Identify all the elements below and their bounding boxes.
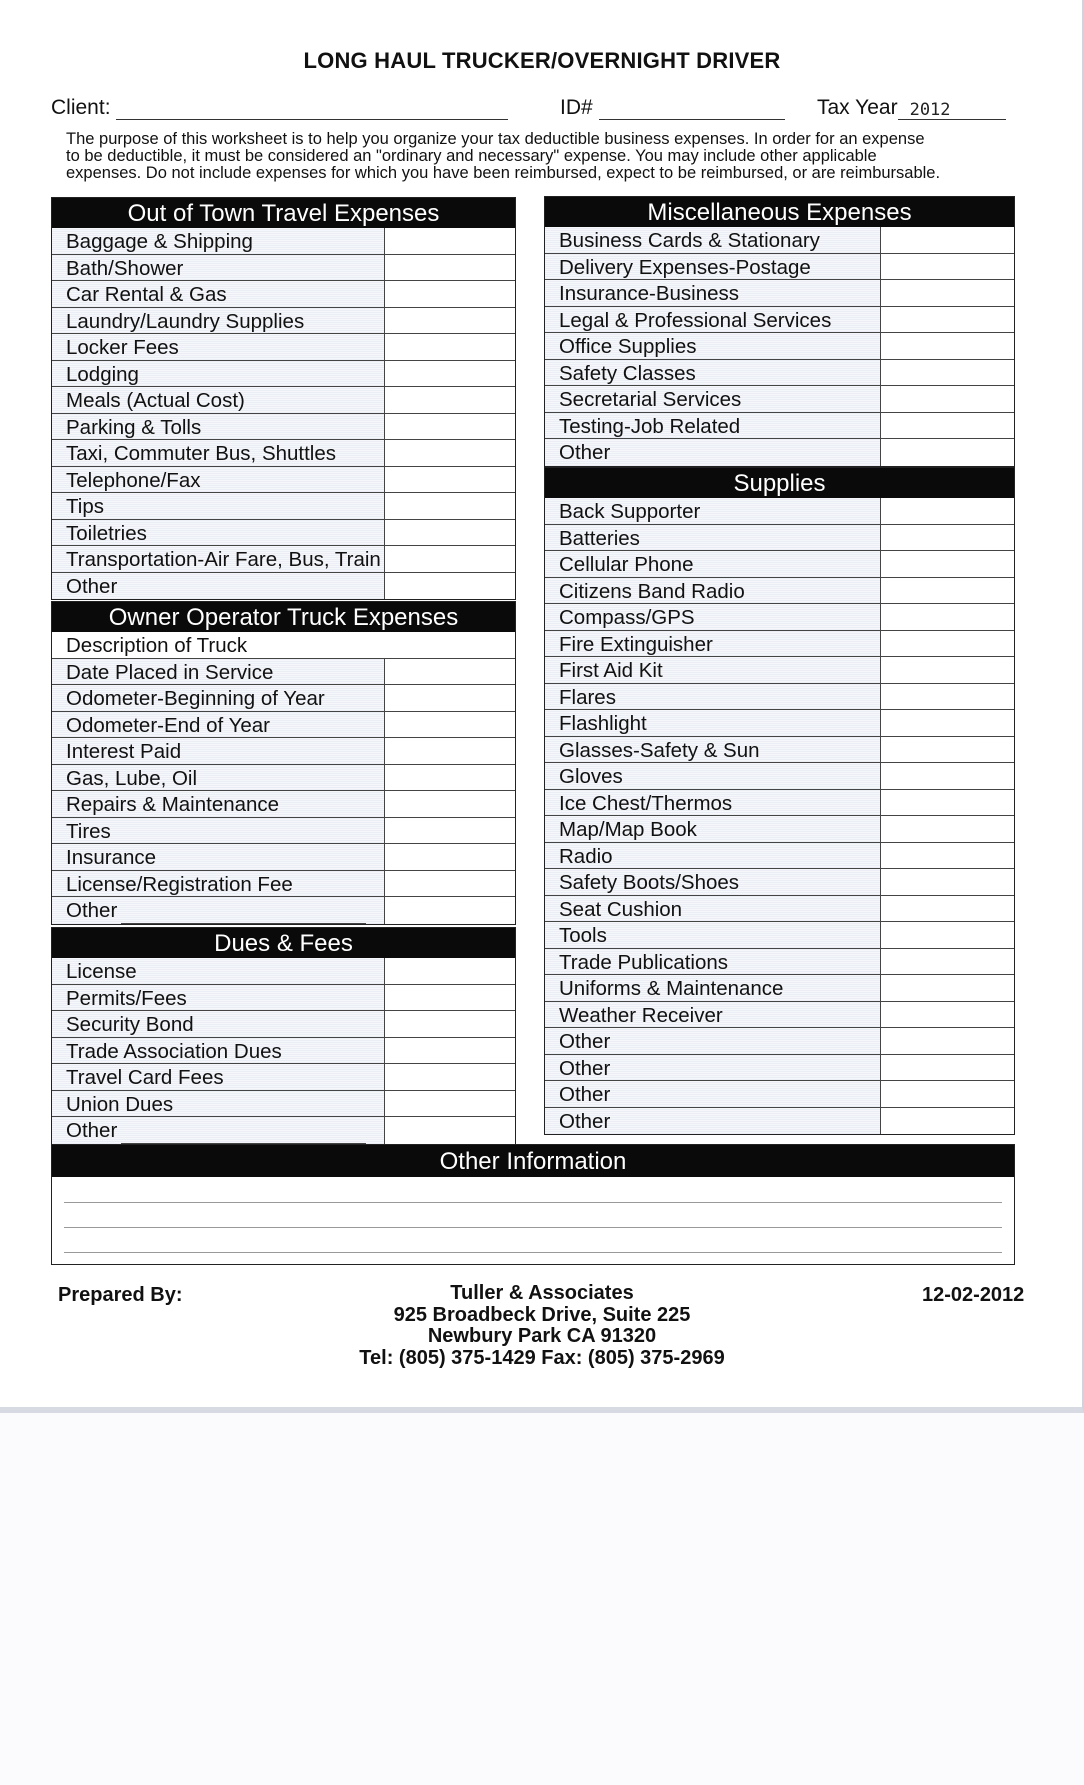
expense-row: [52, 1064, 515, 1091]
amount-cell[interactable]: [385, 387, 515, 413]
expense-label: Tires: [52, 818, 385, 844]
expense-label: Secretarial Services: [545, 386, 881, 412]
expense-label: Parking & Tolls: [52, 414, 385, 440]
expense-label: Trade Association Dues: [52, 1038, 385, 1064]
expense-label: [545, 1028, 881, 1054]
firm-name: Tuller & Associates: [450, 1282, 634, 1304]
other-description-input[interactable]: [614, 1087, 864, 1107]
amount-cell[interactable]: [385, 573, 515, 600]
amount-cell[interactable]: [881, 737, 1014, 763]
expense-label: [52, 897, 385, 924]
expense-row: [52, 228, 515, 255]
expense-label: Date Placed in Service: [52, 659, 385, 685]
misc-expenses-section: [544, 196, 1015, 467]
expense-row: [545, 684, 1014, 711]
expense-label: Locker Fees: [52, 334, 385, 360]
other-information-line[interactable]: [64, 1252, 1002, 1253]
amount-cell[interactable]: [881, 896, 1014, 922]
expense-row: [545, 578, 1014, 605]
expense-label: Legal & Professional Services: [545, 307, 881, 333]
amount-cell[interactable]: [881, 578, 1014, 604]
expense-label: Safety Boots/Shoes: [545, 869, 881, 895]
tax-year-label: Tax Year: [817, 96, 898, 119]
amount-cell[interactable]: [385, 871, 515, 897]
expense-row: [52, 414, 515, 441]
expense-label: Flares: [545, 684, 881, 710]
expense-label: Telephone/Fax: [52, 467, 385, 493]
expense-label: Repairs & Maintenance: [52, 791, 385, 817]
amount-cell[interactable]: [881, 975, 1014, 1001]
supplies-section: [544, 467, 1015, 1135]
amount-cell[interactable]: [385, 440, 515, 466]
amount-cell[interactable]: [385, 520, 515, 546]
expense-row: [545, 333, 1014, 360]
amount-cell[interactable]: [881, 386, 1014, 412]
truck-expenses-heading: Owner Operator Truck Expenses: [52, 602, 515, 632]
amount-cell[interactable]: [385, 228, 515, 254]
expense-label: Permits/Fees: [52, 985, 385, 1011]
other-label: Other: [66, 899, 118, 922]
expense-row: [545, 1028, 1014, 1055]
expense-label: Batteries: [545, 525, 881, 551]
expense-row: [52, 308, 515, 335]
expense-label: Trade Publications: [545, 949, 881, 975]
expense-label: Baggage & Shipping: [52, 228, 385, 254]
expense-row: [52, 467, 515, 494]
expense-row: [545, 498, 1014, 525]
expense-label: Lodging: [52, 361, 385, 387]
expense-label: Taxi, Commuter Bus, Shuttles: [52, 440, 385, 466]
amount-cell[interactable]: [881, 631, 1014, 657]
amount-cell[interactable]: [881, 949, 1014, 975]
other-description-input[interactable]: [614, 1061, 864, 1081]
expense-label: Delivery Expenses-Postage: [545, 254, 881, 280]
firm-street: 925 Broadbeck Drive, Suite 225: [393, 1303, 691, 1326]
expense-row: [52, 712, 515, 739]
expense-row: [52, 1011, 515, 1038]
expense-row: [52, 1117, 515, 1144]
intro-line: expenses. Do not include expenses for which you have been reimbursed, expect to be reimbursed, or are reimbursable.: [66, 164, 941, 182]
expense-label: Laundry/Laundry Supplies: [52, 308, 385, 334]
expense-label: Other: [52, 573, 385, 600]
expense-row: [52, 1091, 515, 1118]
other-description-input[interactable]: [121, 1123, 366, 1144]
truck-description-label: Description of Truck: [52, 632, 515, 658]
other-label: Other: [559, 1056, 611, 1080]
expense-row: [545, 1055, 1014, 1082]
expense-row: [52, 685, 515, 712]
amount-cell[interactable]: [881, 254, 1014, 280]
amount-cell[interactable]: [385, 685, 515, 711]
other-information-section: [51, 1144, 1015, 1265]
expense-row: [52, 573, 515, 600]
firm-city: Newbury Park CA 91320: [427, 1325, 657, 1347]
expense-label: Travel Card Fees: [52, 1064, 385, 1090]
expense-label: License/Registration Fee: [52, 871, 385, 897]
amount-cell[interactable]: [881, 280, 1014, 306]
truck-description-row: [52, 632, 515, 659]
expense-row: [545, 631, 1014, 658]
expense-label: [545, 1081, 881, 1107]
amount-cell[interactable]: [881, 498, 1014, 524]
firm-address-block: [0, 1283, 1084, 1369]
expense-row: [545, 949, 1014, 976]
amount-cell[interactable]: [881, 439, 1014, 466]
expense-label: Testing-Job Related: [545, 413, 881, 439]
expense-row: [545, 922, 1014, 949]
expense-row: [545, 763, 1014, 790]
amount-cell[interactable]: [385, 361, 515, 387]
amount-cell[interactable]: [385, 712, 515, 738]
other-label: Other: [559, 1083, 611, 1106]
expense-row: [545, 896, 1014, 923]
expense-label: Transportation-Air Fare, Bus, Train: [52, 546, 385, 572]
amount-cell[interactable]: [881, 1108, 1014, 1135]
amount-cell[interactable]: [385, 791, 515, 817]
amount-cell[interactable]: [881, 333, 1014, 359]
misc-expenses-heading: Miscellaneous Expenses: [545, 197, 1014, 227]
expense-row: [52, 361, 515, 388]
amount-cell[interactable]: [385, 308, 515, 334]
expense-label: Flashlight: [545, 710, 881, 736]
expense-row: [52, 985, 515, 1012]
id-field: [560, 96, 785, 120]
expense-row: [52, 765, 515, 792]
amount-cell[interactable]: [385, 738, 515, 764]
expense-label: Tools: [545, 922, 881, 948]
expense-label: Cellular Phone: [545, 551, 881, 577]
expense-row: [52, 546, 515, 573]
expense-label: License: [52, 958, 385, 984]
expense-row: [52, 1038, 515, 1065]
expense-label: Security Bond: [52, 1011, 385, 1037]
expense-row: [52, 334, 515, 361]
id-label: ID#: [560, 96, 593, 119]
amount-cell[interactable]: [881, 1002, 1014, 1028]
expense-label: Glasses-Safety & Sun: [545, 737, 881, 763]
amount-cell[interactable]: [385, 958, 515, 984]
expense-label: Compass/GPS: [545, 604, 881, 630]
expense-label: Back Supporter: [545, 498, 881, 524]
expense-row: [52, 897, 515, 924]
expense-row: [52, 818, 515, 845]
expense-label: Fire Extinguisher: [545, 631, 881, 657]
other-description-input[interactable]: [614, 1034, 864, 1054]
expense-row: [52, 958, 515, 985]
amount-cell[interactable]: [881, 360, 1014, 386]
expense-row: [545, 657, 1014, 684]
amount-cell[interactable]: [881, 1055, 1014, 1081]
expense-label: Business Cards & Stationary: [545, 227, 881, 253]
other-label: Other: [559, 1109, 611, 1133]
other-label: Other: [66, 1119, 118, 1142]
other-label: Other: [559, 1030, 611, 1053]
expense-label: Meals (Actual Cost): [52, 387, 385, 413]
amount-cell[interactable]: [881, 763, 1014, 789]
tax-year-input[interactable]: [898, 97, 1006, 120]
amount-cell[interactable]: [881, 551, 1014, 577]
expense-label: Seat Cushion: [545, 896, 881, 922]
expense-row: [52, 387, 515, 414]
expense-row: [52, 281, 515, 308]
amount-cell[interactable]: [881, 843, 1014, 869]
client-input[interactable]: [116, 97, 508, 120]
expense-label: Interest Paid: [52, 738, 385, 764]
intro-paragraph: [66, 131, 1026, 182]
dues-fees-heading: Dues & Fees: [52, 928, 515, 958]
travel-expenses-section: [51, 197, 516, 600]
amount-cell[interactable]: [385, 985, 515, 1011]
prepared-by-label: Prepared By:: [58, 1284, 183, 1306]
expense-row: [52, 738, 515, 765]
amount-cell[interactable]: [385, 1091, 515, 1117]
expense-row: [52, 659, 515, 686]
expense-label: Office Supplies: [545, 333, 881, 359]
expense-row: [545, 525, 1014, 552]
expense-row: [52, 440, 515, 467]
firm-phone-fax: Tel: (805) 375-1429 Fax: (805) 375-2969: [359, 1346, 725, 1369]
amount-cell[interactable]: [385, 414, 515, 440]
expense-row: [545, 604, 1014, 631]
expense-row: [545, 254, 1014, 281]
expense-row: [545, 360, 1014, 387]
expense-label: Gas, Lube, Oil: [52, 765, 385, 791]
expense-label: Toiletries: [52, 520, 385, 546]
expense-label: Gloves: [545, 763, 881, 789]
expense-row: [545, 816, 1014, 843]
amount-cell[interactable]: [385, 255, 515, 281]
other-information-line[interactable]: [64, 1202, 1002, 1203]
expense-label: Insurance: [52, 844, 385, 870]
expense-label: Weather Receiver: [545, 1002, 881, 1028]
other-description-input[interactable]: [614, 1114, 864, 1135]
expense-row: [545, 869, 1014, 896]
dues-fees-section: [51, 927, 516, 1145]
expense-label: Map/Map Book: [545, 816, 881, 842]
expense-row: [545, 413, 1014, 440]
expense-label: [52, 1117, 385, 1144]
amount-cell[interactable]: [881, 869, 1014, 895]
amount-cell[interactable]: [385, 1011, 515, 1037]
page-title: LONG HAUL TRUCKER/OVERNIGHT DRIVER: [303, 48, 781, 73]
expense-row: [52, 871, 515, 898]
expense-row: [545, 280, 1014, 307]
amount-cell[interactable]: [881, 1081, 1014, 1107]
expense-row: [52, 520, 515, 547]
amount-cell[interactable]: [881, 307, 1014, 333]
expense-row: [545, 1002, 1014, 1029]
expense-row: [545, 710, 1014, 737]
intro-line: to be deductible, it must be considered an "ordinary and necessary" expense. You may include other applicable: [66, 147, 877, 165]
expense-row: [545, 843, 1014, 870]
expense-row: [52, 844, 515, 871]
prepared-date: 12-02-2012: [922, 1284, 1025, 1306]
expense-label: Insurance-Business: [545, 280, 881, 306]
amount-cell[interactable]: [385, 334, 515, 360]
client-field: [51, 96, 508, 120]
amount-cell[interactable]: [881, 525, 1014, 551]
amount-cell[interactable]: [385, 467, 515, 493]
expense-label: [545, 1108, 881, 1135]
expense-label: Safety Classes: [545, 360, 881, 386]
other-information-line[interactable]: [64, 1227, 1002, 1228]
expense-row: [545, 439, 1014, 466]
expense-row: [545, 975, 1014, 1002]
amount-cell[interactable]: [881, 413, 1014, 439]
client-label: Client:: [51, 96, 111, 119]
expense-label: Odometer-Beginning of Year: [52, 685, 385, 711]
amount-cell[interactable]: [881, 227, 1014, 253]
expense-label: Citizens Band Radio: [545, 578, 881, 604]
expense-label: Uniforms & Maintenance: [545, 975, 881, 1001]
amount-cell[interactable]: [385, 1038, 515, 1064]
expense-row: [52, 255, 515, 282]
expense-row: [545, 551, 1014, 578]
travel-expenses-heading: Out of Town Travel Expenses: [52, 198, 515, 228]
expense-label: Bath/Shower: [52, 255, 385, 281]
expense-row: [52, 493, 515, 520]
expense-row: [545, 1108, 1014, 1135]
expense-label: Union Dues: [52, 1091, 385, 1117]
amount-cell[interactable]: [881, 1028, 1014, 1054]
amount-cell[interactable]: [881, 816, 1014, 842]
expense-label: Car Rental & Gas: [52, 281, 385, 307]
amount-cell[interactable]: [385, 546, 515, 572]
expense-label: Other: [545, 439, 881, 466]
expense-row: [545, 307, 1014, 334]
other-information-heading: Other Information: [52, 1145, 1014, 1177]
amount-cell[interactable]: [881, 657, 1014, 683]
truck-expenses-section: [51, 601, 516, 925]
tax-year-value: 2012: [909, 100, 951, 120]
expense-label: [545, 1055, 881, 1081]
amount-cell[interactable]: [881, 710, 1014, 736]
amount-cell[interactable]: [385, 818, 515, 844]
amount-cell[interactable]: [881, 922, 1014, 948]
expense-label: Radio: [545, 843, 881, 869]
expense-row: [545, 790, 1014, 817]
intro-line: The purpose of this worksheet is to help you organize your tax deductible business expenses. In order for an expense: [66, 130, 925, 148]
id-input[interactable]: [599, 97, 785, 120]
supplies-heading: Supplies: [545, 468, 1014, 498]
amount-cell[interactable]: [385, 659, 515, 685]
expense-row: [545, 737, 1014, 764]
amount-cell[interactable]: [385, 844, 515, 870]
expense-label: Tips: [52, 493, 385, 519]
amount-cell[interactable]: [385, 281, 515, 307]
expense-label: Ice Chest/Thermos: [545, 790, 881, 816]
amount-cell[interactable]: [385, 897, 515, 924]
expense-row: [545, 386, 1014, 413]
amount-cell[interactable]: [881, 684, 1014, 710]
expense-row: [545, 1081, 1014, 1108]
amount-cell[interactable]: [385, 1117, 515, 1144]
amount-cell[interactable]: [385, 493, 515, 519]
expense-row: [545, 227, 1014, 254]
amount-cell[interactable]: [881, 790, 1014, 816]
expense-label: First Aid Kit: [545, 657, 881, 683]
expense-label: Odometer-End of Year: [52, 712, 385, 738]
tax-year-field: [817, 96, 1006, 120]
amount-cell[interactable]: [385, 765, 515, 791]
amount-cell[interactable]: [385, 1064, 515, 1090]
expense-row: [52, 791, 515, 818]
amount-cell[interactable]: [881, 604, 1014, 630]
other-description-input[interactable]: [121, 903, 366, 924]
